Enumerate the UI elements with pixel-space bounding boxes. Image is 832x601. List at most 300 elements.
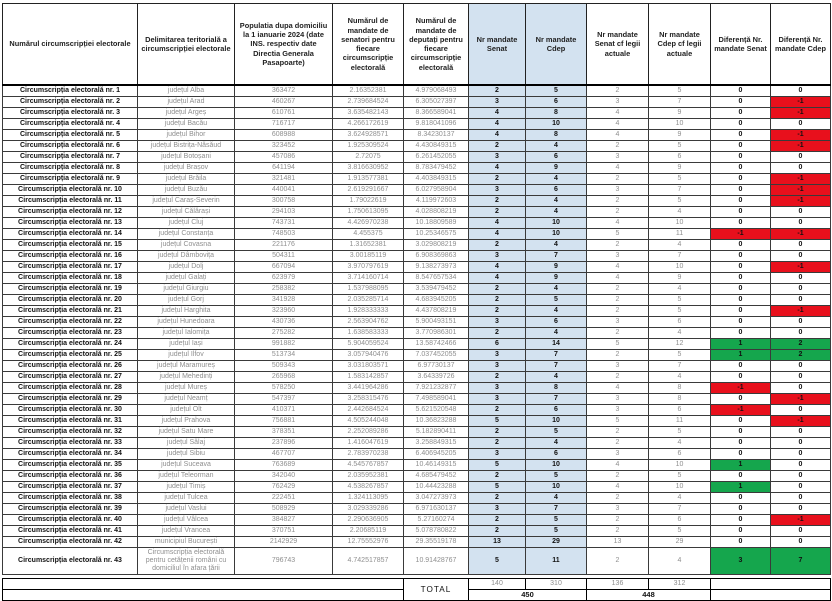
cell-mandate-deputati-calc: 10.36823288 (404, 416, 469, 427)
table-row (3, 163, 831, 174)
table-row (3, 515, 831, 526)
cell-delimitare: județul Tulcea (138, 493, 235, 504)
cell-diferenta-senat: 0 (711, 163, 771, 174)
cell-delimitare: județul Neamț (138, 394, 235, 405)
cell-cdep-cf-legii: 7 (649, 97, 711, 108)
cell-populatie: 610761 (235, 108, 333, 119)
col-header-mandate-deputati-calc: Numărul de mandate de deputați pentru fiecare circumscripție electorală (404, 4, 469, 86)
cell-diferenta-senat: 0 (711, 394, 771, 405)
cell-cdep-cf-legii: 7 (649, 504, 711, 515)
cell-populatie: 608988 (235, 130, 333, 141)
total-empty-left (3, 579, 404, 590)
cell-nr-mandate-cdep: 8 (526, 383, 587, 394)
cell-diferenta-cdep: 0 (771, 284, 831, 295)
col-header-diferenta-cdep: Diferență Nr. mandate Cdep (771, 4, 831, 86)
cell-circumscriptie: Circumscripția electorală nr. 43 (3, 548, 138, 575)
cell-circumscriptie: Circumscripția electorală nr. 14 (3, 229, 138, 240)
cell-circumscriptie: Circumscripția electorală nr. 18 (3, 273, 138, 284)
cell-senat-cf-legii: 2 (587, 471, 649, 482)
electoral-mandates-table (2, 3, 831, 601)
cell-diferenta-cdep: 0 (771, 207, 831, 218)
cell-nr-mandate-cdep: 5 (526, 471, 587, 482)
total-row-detail (3, 579, 831, 590)
cell-populatie: 275282 (235, 328, 333, 339)
cell-delimitare: județul Iași (138, 339, 235, 350)
cell-circumscriptie: Circumscripția electorală nr. 3 (3, 108, 138, 119)
cell-nr-mandate-senat: 6 (469, 339, 526, 350)
cell-cdep-cf-legii: 6 (649, 515, 711, 526)
cell-mandate-senatori-calc: 1.750613095 (333, 207, 404, 218)
cell-diferenta-cdep: -1 (771, 141, 831, 152)
cell-mandate-senatori-calc: 1.928333333 (333, 306, 404, 317)
cell-mandate-deputati-calc: 3.047273973 (404, 493, 469, 504)
cell-nr-mandate-senat: 3 (469, 449, 526, 460)
cell-cdep-cf-legii: 6 (649, 405, 711, 416)
cell-diferenta-cdep: -1 (771, 130, 831, 141)
cell-circumscriptie: Circumscripția electorală nr. 35 (3, 460, 138, 471)
cell-nr-mandate-cdep: 5 (526, 427, 587, 438)
cell-nr-mandate-cdep: 8 (526, 130, 587, 141)
cell-nr-mandate-cdep: 10 (526, 460, 587, 471)
cell-senat-cf-legii: 3 (587, 504, 649, 515)
table-row (3, 141, 831, 152)
cell-delimitare: județul Brașov (138, 163, 235, 174)
cell-circumscriptie: Circumscripția electorală nr. 42 (3, 537, 138, 548)
cell-diferenta-senat: -1 (711, 383, 771, 394)
cell-circumscriptie: Circumscripția electorală nr. 12 (3, 207, 138, 218)
cell-senat-cf-legii: 4 (587, 130, 649, 141)
cell-circumscriptie: Circumscripția electorală nr. 30 (3, 405, 138, 416)
cell-nr-mandate-cdep: 11 (526, 548, 587, 575)
cell-delimitare: județul Caraș-Severin (138, 196, 235, 207)
cell-delimitare: județul Vâlcea (138, 515, 235, 526)
cell-diferenta-cdep: -1 (771, 97, 831, 108)
table-row (3, 438, 831, 449)
cell-nr-mandate-cdep: 10 (526, 416, 587, 427)
cell-mandate-deputati-calc: 7.921232877 (404, 383, 469, 394)
cell-nr-mandate-cdep: 4 (526, 284, 587, 295)
cell-nr-mandate-cdep: 5 (526, 515, 587, 526)
cell-nr-mandate-cdep: 4 (526, 438, 587, 449)
cell-senat-cf-legii: 3 (587, 185, 649, 196)
cell-delimitare: județul Argeș (138, 108, 235, 119)
cell-mandate-deputati-calc: 6.971630137 (404, 504, 469, 515)
cell-mandate-senatori-calc: 1.537988095 (333, 284, 404, 295)
cell-diferenta-senat: 0 (711, 449, 771, 460)
total-empty-right (711, 579, 831, 590)
cell-populatie: 762429 (235, 482, 333, 493)
cell-circumscriptie: Circumscripția electorală nr. 41 (3, 526, 138, 537)
cell-diferenta-senat: 0 (711, 416, 771, 427)
cell-cdep-cf-legii: 8 (649, 383, 711, 394)
cell-delimitare: județul Dâmbovița (138, 251, 235, 262)
cell-mandate-senatori-calc: 4.426970238 (333, 218, 404, 229)
cell-circumscriptie: Circumscripția electorală nr. 37 (3, 482, 138, 493)
cell-populatie: 221176 (235, 240, 333, 251)
cell-senat-cf-legii: 2 (587, 85, 649, 97)
col-header-delimitare: Delimitarea teritorială a circumscripției electorale (138, 4, 235, 86)
table-row (3, 493, 831, 504)
cell-delimitare: Circumscripția electorală pentru cetățenii români cu domiciliul în afara țării (138, 548, 235, 575)
table-row (3, 460, 831, 471)
cell-nr-mandate-cdep: 10 (526, 119, 587, 130)
cell-senat-cf-legii: 3 (587, 317, 649, 328)
cell-nr-mandate-senat: 2 (469, 284, 526, 295)
cell-circumscriptie: Circumscripția electorală nr. 5 (3, 130, 138, 141)
table-row (3, 339, 831, 350)
cell-nr-mandate-senat: 3 (469, 97, 526, 108)
cell-diferenta-senat: 1 (711, 482, 771, 493)
cell-nr-mandate-cdep: 10 (526, 218, 587, 229)
cell-diferenta-cdep: 0 (771, 493, 831, 504)
cell-nr-mandate-cdep: 9 (526, 163, 587, 174)
cell-nr-mandate-cdep: 4 (526, 493, 587, 504)
cell-senat-cf-legii: 2 (587, 372, 649, 383)
cell-populatie: 222451 (235, 493, 333, 504)
cell-nr-mandate-cdep: 5 (526, 295, 587, 306)
cell-populatie: 513734 (235, 350, 333, 361)
cell-nr-mandate-senat: 2 (469, 515, 526, 526)
table-row (3, 218, 831, 229)
cell-nr-mandate-cdep: 4 (526, 328, 587, 339)
col-header-nr-mandate-senat: Nr mandate Senat (469, 4, 526, 86)
cell-nr-mandate-senat: 4 (469, 273, 526, 284)
cell-diferenta-cdep: 0 (771, 449, 831, 460)
cell-nr-mandate-senat: 2 (469, 372, 526, 383)
cell-populatie: 547397 (235, 394, 333, 405)
cell-mandate-deputati-calc: 3.258849315 (404, 438, 469, 449)
col-header-cdep-cf-legii: Nr mandate Cdep cf legii actuale (649, 4, 711, 86)
cell-diferenta-senat: 0 (711, 240, 771, 251)
cell-senat-cf-legii: 4 (587, 218, 649, 229)
cell-mandate-senatori-calc: 4.545767857 (333, 460, 404, 471)
cell-circumscriptie: Circumscripția electorală nr. 29 (3, 394, 138, 405)
table-row (3, 152, 831, 163)
cell-cdep-cf-legii: 10 (649, 119, 711, 130)
table-row (3, 361, 831, 372)
cell-nr-mandate-cdep: 6 (526, 97, 587, 108)
total-nr-mandate-senat: 140 (469, 579, 526, 590)
cell-mandate-deputati-calc: 6.406945205 (404, 449, 469, 460)
cell-circumscriptie: Circumscripția electorală nr. 7 (3, 152, 138, 163)
cell-circumscriptie: Circumscripția electorală nr. 8 (3, 163, 138, 174)
cell-mandate-deputati-calc: 4.683945205 (404, 295, 469, 306)
cell-mandate-senatori-calc: 3.714160714 (333, 273, 404, 284)
cell-diferenta-senat: 0 (711, 427, 771, 438)
cell-senat-cf-legii: 13 (587, 537, 649, 548)
cell-mandate-senatori-calc: 2.252089286 (333, 427, 404, 438)
header-row (3, 4, 831, 86)
cell-circumscriptie: Circumscripția electorală nr. 38 (3, 493, 138, 504)
cell-diferenta-senat: 1 (711, 339, 771, 350)
cell-circumscriptie: Circumscripția electorală nr. 28 (3, 383, 138, 394)
cell-diferenta-senat: 0 (711, 141, 771, 152)
cell-nr-mandate-senat: 4 (469, 262, 526, 273)
cell-mandate-deputati-calc: 10.91428767 (404, 548, 469, 575)
cell-nr-mandate-cdep: 4 (526, 207, 587, 218)
cell-senat-cf-legii: 4 (587, 383, 649, 394)
cell-populatie: 641194 (235, 163, 333, 174)
cell-cdep-cf-legii: 5 (649, 141, 711, 152)
cell-cdep-cf-legii: 5 (649, 174, 711, 185)
cell-cdep-cf-legii: 9 (649, 163, 711, 174)
cell-mandate-deputati-calc: 3.770986301 (404, 328, 469, 339)
cell-circumscriptie: Circumscripția electorală nr. 33 (3, 438, 138, 449)
cell-diferenta-cdep: 7 (771, 548, 831, 575)
cell-mandate-senatori-calc: 3.635482143 (333, 108, 404, 119)
cell-circumscriptie: Circumscripția electorală nr. 25 (3, 350, 138, 361)
cell-mandate-senatori-calc: 4.505244048 (333, 416, 404, 427)
cell-diferenta-cdep: 0 (771, 438, 831, 449)
cell-nr-mandate-senat: 2 (469, 427, 526, 438)
cell-diferenta-cdep: 2 (771, 350, 831, 361)
cell-circumscriptie: Circumscripția electorală nr. 21 (3, 306, 138, 317)
cell-mandate-senatori-calc: 2.290636905 (333, 515, 404, 526)
cell-nr-mandate-senat: 4 (469, 119, 526, 130)
cell-mandate-deputati-calc: 9.818041096 (404, 119, 469, 130)
cell-mandate-deputati-calc: 8.366589041 (404, 108, 469, 119)
cell-senat-cf-legii: 2 (587, 438, 649, 449)
cell-diferenta-senat: 0 (711, 207, 771, 218)
cell-cdep-cf-legii: 5 (649, 85, 711, 97)
cell-nr-mandate-senat: 2 (469, 207, 526, 218)
cell-mandate-deputati-calc: 10.25346575 (404, 229, 469, 240)
cell-diferenta-senat: 0 (711, 97, 771, 108)
cell-nr-mandate-cdep: 4 (526, 174, 587, 185)
cell-mandate-deputati-calc: 8.34230137 (404, 130, 469, 141)
cell-populatie: 342040 (235, 471, 333, 482)
table-row (3, 284, 831, 295)
table-row (3, 471, 831, 482)
cell-delimitare: județul Arad (138, 97, 235, 108)
cell-mandate-senatori-calc: 3.816630952 (333, 163, 404, 174)
cell-senat-cf-legii: 4 (587, 262, 649, 273)
cell-diferenta-cdep: 0 (771, 317, 831, 328)
cell-circumscriptie: Circumscripția electorală nr. 10 (3, 185, 138, 196)
cell-diferenta-senat: 0 (711, 174, 771, 185)
cell-populatie: 457086 (235, 152, 333, 163)
cell-diferenta-cdep: 0 (771, 427, 831, 438)
col-header-populatie: Populatia dupa domiciliu la 1 ianuarie 2024 (date INS. respectiv date Directia Generala Pasapoarte) (235, 4, 333, 86)
cell-nr-mandate-senat: 3 (469, 152, 526, 163)
cell-delimitare: județul Prahova (138, 416, 235, 427)
total-cdep-cf-legii: 312 (649, 579, 711, 590)
cell-nr-mandate-senat: 3 (469, 394, 526, 405)
cell-diferenta-cdep: -1 (771, 306, 831, 317)
cell-nr-mandate-cdep: 4 (526, 141, 587, 152)
cell-diferenta-cdep: -1 (771, 174, 831, 185)
cell-senat-cf-legii: 4 (587, 460, 649, 471)
cell-delimitare: județul Ialomița (138, 328, 235, 339)
cell-diferenta-senat: 0 (711, 504, 771, 515)
cell-nr-mandate-cdep: 10 (526, 229, 587, 240)
cell-nr-mandate-cdep: 10 (526, 482, 587, 493)
cell-nr-mandate-cdep: 7 (526, 361, 587, 372)
cell-delimitare: județul Vrancea (138, 526, 235, 537)
cell-senat-cf-legii: 4 (587, 273, 649, 284)
cell-nr-mandate-cdep: 6 (526, 405, 587, 416)
cell-cdep-cf-legii: 7 (649, 361, 711, 372)
cell-delimitare: județul Bacău (138, 119, 235, 130)
table-row (3, 119, 831, 130)
cell-diferenta-cdep: 0 (771, 218, 831, 229)
cell-mandate-senatori-calc: 4.455375 (333, 229, 404, 240)
cell-diferenta-senat: 1 (711, 350, 771, 361)
cell-senat-cf-legii: 3 (587, 152, 649, 163)
cell-circumscriptie: Circumscripția electorală nr. 9 (3, 174, 138, 185)
cell-circumscriptie: Circumscripția electorală nr. 22 (3, 317, 138, 328)
cell-populatie: 430736 (235, 317, 333, 328)
cell-delimitare: județul Constanța (138, 229, 235, 240)
cell-nr-mandate-senat: 4 (469, 130, 526, 141)
cell-populatie: 460267 (235, 97, 333, 108)
cell-diferenta-cdep: 0 (771, 405, 831, 416)
cell-cdep-cf-legii: 4 (649, 493, 711, 504)
table-row (3, 185, 831, 196)
cell-cdep-cf-legii: 11 (649, 229, 711, 240)
cell-populatie: 440041 (235, 185, 333, 196)
cell-diferenta-senat: 0 (711, 438, 771, 449)
cell-mandate-senatori-calc: 2.563904762 (333, 317, 404, 328)
cell-mandate-deputati-calc: 5.078780822 (404, 526, 469, 537)
cell-diferenta-cdep: -1 (771, 416, 831, 427)
table-row (3, 416, 831, 427)
cell-delimitare: județul Sibiu (138, 449, 235, 460)
cell-circumscriptie: Circumscripția electorală nr. 1 (3, 85, 138, 97)
cell-nr-mandate-cdep: 6 (526, 449, 587, 460)
cell-diferenta-cdep: 0 (771, 482, 831, 493)
cell-mandate-senatori-calc: 1.324113095 (333, 493, 404, 504)
table-row (3, 383, 831, 394)
cell-delimitare: județul Bistrița-Năsăud (138, 141, 235, 152)
cell-populatie: 294103 (235, 207, 333, 218)
cell-circumscriptie: Circumscripția electorală nr. 31 (3, 416, 138, 427)
cell-circumscriptie: Circumscripția electorală nr. 39 (3, 504, 138, 515)
cell-senat-cf-legii: 3 (587, 97, 649, 108)
cell-nr-mandate-senat: 5 (469, 416, 526, 427)
cell-cdep-cf-legii: 4 (649, 207, 711, 218)
table-row (3, 405, 831, 416)
cell-senat-cf-legii: 5 (587, 229, 649, 240)
cell-cdep-cf-legii: 4 (649, 548, 711, 575)
cell-delimitare: județul Alba (138, 85, 235, 97)
cell-populatie: 321481 (235, 174, 333, 185)
cell-populatie: 300758 (235, 196, 333, 207)
cell-mandate-deputati-calc: 4.119972603 (404, 196, 469, 207)
cell-nr-mandate-senat: 2 (469, 405, 526, 416)
cell-populatie: 578250 (235, 383, 333, 394)
col-header-senat-cf-legii: Nr mandate Senat cf legii actuale (587, 4, 649, 86)
cell-mandate-senatori-calc: 3.057940476 (333, 350, 404, 361)
cell-diferenta-senat: 0 (711, 196, 771, 207)
cell-circumscriptie: Circumscripția electorală nr. 13 (3, 218, 138, 229)
table-row (3, 372, 831, 383)
table-row (3, 229, 831, 240)
cell-diferenta-senat: 0 (711, 185, 771, 196)
cell-mandate-deputati-calc: 4.685479452 (404, 471, 469, 482)
table-row (3, 174, 831, 185)
cell-senat-cf-legii: 2 (587, 493, 649, 504)
cell-nr-mandate-cdep: 7 (526, 394, 587, 405)
cell-nr-mandate-senat: 5 (469, 460, 526, 471)
cell-circumscriptie: Circumscripția electorală nr. 15 (3, 240, 138, 251)
cell-circumscriptie: Circumscripția electorală nr. 32 (3, 427, 138, 438)
cell-mandate-deputati-calc: 3.029808219 (404, 240, 469, 251)
totals-section (3, 575, 831, 601)
col-header-diferenta-senat: Diferență Nr. mandate Senat (711, 4, 771, 86)
table-row (3, 328, 831, 339)
cell-populatie: 341928 (235, 295, 333, 306)
cell-nr-mandate-cdep: 9 (526, 273, 587, 284)
cell-mandate-senatori-calc: 3.031803571 (333, 361, 404, 372)
cell-diferenta-senat: 0 (711, 119, 771, 130)
cell-mandate-senatori-calc: 1.31652381 (333, 240, 404, 251)
cell-diferenta-cdep: -1 (771, 394, 831, 405)
cell-nr-mandate-senat: 2 (469, 328, 526, 339)
cell-diferenta-senat: 0 (711, 471, 771, 482)
cell-populatie: 991882 (235, 339, 333, 350)
cell-diferenta-cdep: 0 (771, 85, 831, 97)
cell-populatie: 258382 (235, 284, 333, 295)
col-header-mandate-senatori-calc: Numărul de mandate de senatori pentru fiecare circumscripție electorală (333, 4, 404, 86)
table-row (3, 504, 831, 515)
cell-nr-mandate-senat: 3 (469, 504, 526, 515)
cell-cdep-cf-legii: 4 (649, 438, 711, 449)
cell-mandate-deputati-calc: 10.18809589 (404, 218, 469, 229)
cell-mandate-senatori-calc: 2.035285714 (333, 295, 404, 306)
cell-diferenta-senat: 0 (711, 372, 771, 383)
cell-cdep-cf-legii: 11 (649, 416, 711, 427)
cell-diferenta-cdep: -1 (771, 229, 831, 240)
cell-cdep-cf-legii: 9 (649, 108, 711, 119)
cell-diferenta-senat: 0 (711, 218, 771, 229)
cell-diferenta-cdep: 0 (771, 383, 831, 394)
cell-senat-cf-legii: 2 (587, 306, 649, 317)
cell-nr-mandate-cdep: 5 (526, 85, 587, 97)
cell-diferenta-senat: 0 (711, 306, 771, 317)
cell-nr-mandate-senat: 2 (469, 493, 526, 504)
table-row (3, 273, 831, 284)
cell-nr-mandate-cdep: 29 (526, 537, 587, 548)
cell-diferenta-cdep: -1 (771, 185, 831, 196)
cell-mandate-deputati-calc: 6.261452055 (404, 152, 469, 163)
table-row (3, 130, 831, 141)
cell-diferenta-cdep: -1 (771, 196, 831, 207)
cell-populatie: 748503 (235, 229, 333, 240)
cell-nr-mandate-cdep: 6 (526, 185, 587, 196)
table-body (3, 85, 831, 575)
cell-populatie: 363472 (235, 85, 333, 97)
table-row (3, 295, 831, 306)
cell-circumscriptie: Circumscripția electorală nr. 26 (3, 361, 138, 372)
cell-senat-cf-legii: 3 (587, 361, 649, 372)
cell-diferenta-cdep: 0 (771, 328, 831, 339)
cell-senat-cf-legii: 2 (587, 207, 649, 218)
cell-populatie: 667094 (235, 262, 333, 273)
cell-populatie: 2142929 (235, 537, 333, 548)
cell-diferenta-cdep: 0 (771, 504, 831, 515)
cell-cdep-cf-legii: 7 (649, 251, 711, 262)
cell-populatie: 508929 (235, 504, 333, 515)
cell-circumscriptie: Circumscripția electorală nr. 11 (3, 196, 138, 207)
cell-mandate-deputati-calc: 6.908369863 (404, 251, 469, 262)
cell-circumscriptie: Circumscripția electorală nr. 20 (3, 295, 138, 306)
cell-mandate-deputati-calc: 4.437808219 (404, 306, 469, 317)
cell-mandate-deputati-calc: 8.547657534 (404, 273, 469, 284)
cell-delimitare: județul Galați (138, 273, 235, 284)
cell-nr-mandate-cdep: 4 (526, 196, 587, 207)
cell-diferenta-senat: 0 (711, 361, 771, 372)
